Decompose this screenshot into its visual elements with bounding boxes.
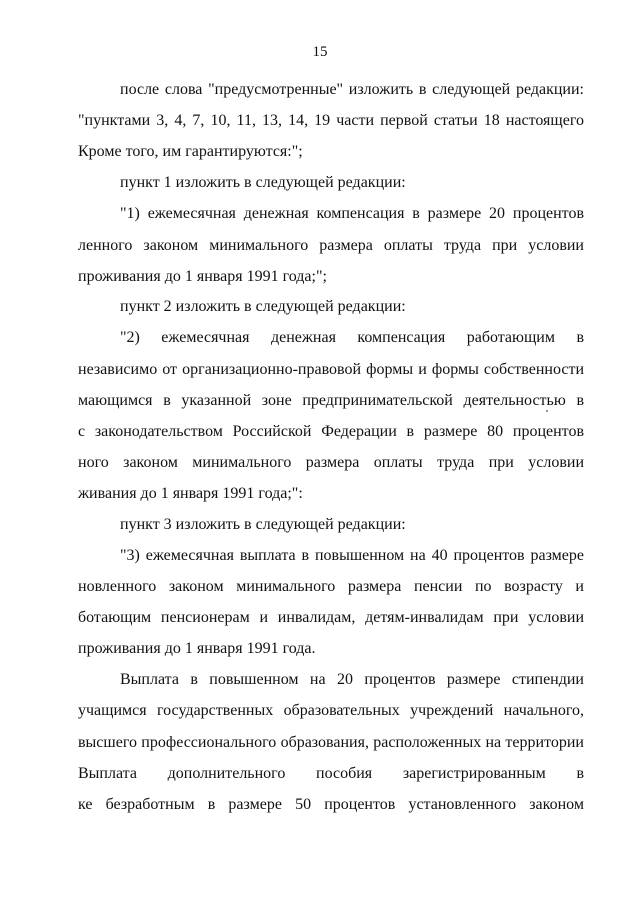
- scan-speck: [546, 410, 548, 412]
- text-line: новленного законом минимального размера пенсии по возрасту и: [78, 578, 584, 595]
- text-line: после слова "предусмотренные" изложить в следующей редакции:: [120, 81, 584, 98]
- text-line: "2) ежемесячная денежная компенсация работающим в: [120, 329, 584, 346]
- text-line: ботающим пенсионерам и инвалидам, детям-инвалидам при условии: [78, 609, 584, 626]
- text-line: пункт 1 изложить в следующей редакции:: [120, 174, 406, 191]
- page-number: 15: [312, 44, 328, 60]
- text-line: Выплата в повышенном на 20 процентов размере стипендии: [120, 671, 584, 688]
- text-line: ленного законом минимального размера оплаты труда при условии: [78, 237, 584, 254]
- text-line: пункт 3 изложить в следующей редакции:: [120, 516, 406, 533]
- text-line: проживания до 1 января 1991 года;";: [78, 268, 327, 285]
- text-line: мающимся в указанной зоне предпринимательской деятельностью в: [78, 392, 584, 409]
- text-line: ке безработным в размере 50 процентов установленного законом: [78, 796, 584, 813]
- text-line: с законодательством Российской Федерации в размере 80 процентов: [78, 423, 584, 440]
- text-line: "3) ежемесячная выплата в повышенном на 40 процентов размере: [120, 547, 584, 564]
- text-line: Кроме того, им гарантируются:";: [78, 143, 303, 160]
- text-line: Выплата дополнительного пособия зарегистрированным в: [78, 765, 584, 782]
- text-line: учащимся государственных образовательных учреждений начального,: [78, 702, 584, 719]
- text-line: высшего профессионального образования, расположенных на территории: [78, 734, 584, 751]
- text-line: проживания до 1 января 1991 года.: [78, 640, 316, 657]
- text-line: живания до 1 января 1991 года;":: [78, 485, 303, 502]
- text-line: ного законом минимального размера оплаты труда при условии: [78, 454, 584, 471]
- text-line: "пунктами 3, 4, 7, 10, 11, 13, 14, 19 части первой статьи 18 настоящего: [78, 112, 584, 129]
- text-line: пункт 2 изложить в следующей редакции:: [120, 298, 406, 315]
- text-line: "1) ежемесячная денежная компенсация в размере 20 процентов: [120, 205, 584, 222]
- text-line: независимо от организационно-правовой формы и формы собственности: [78, 361, 584, 378]
